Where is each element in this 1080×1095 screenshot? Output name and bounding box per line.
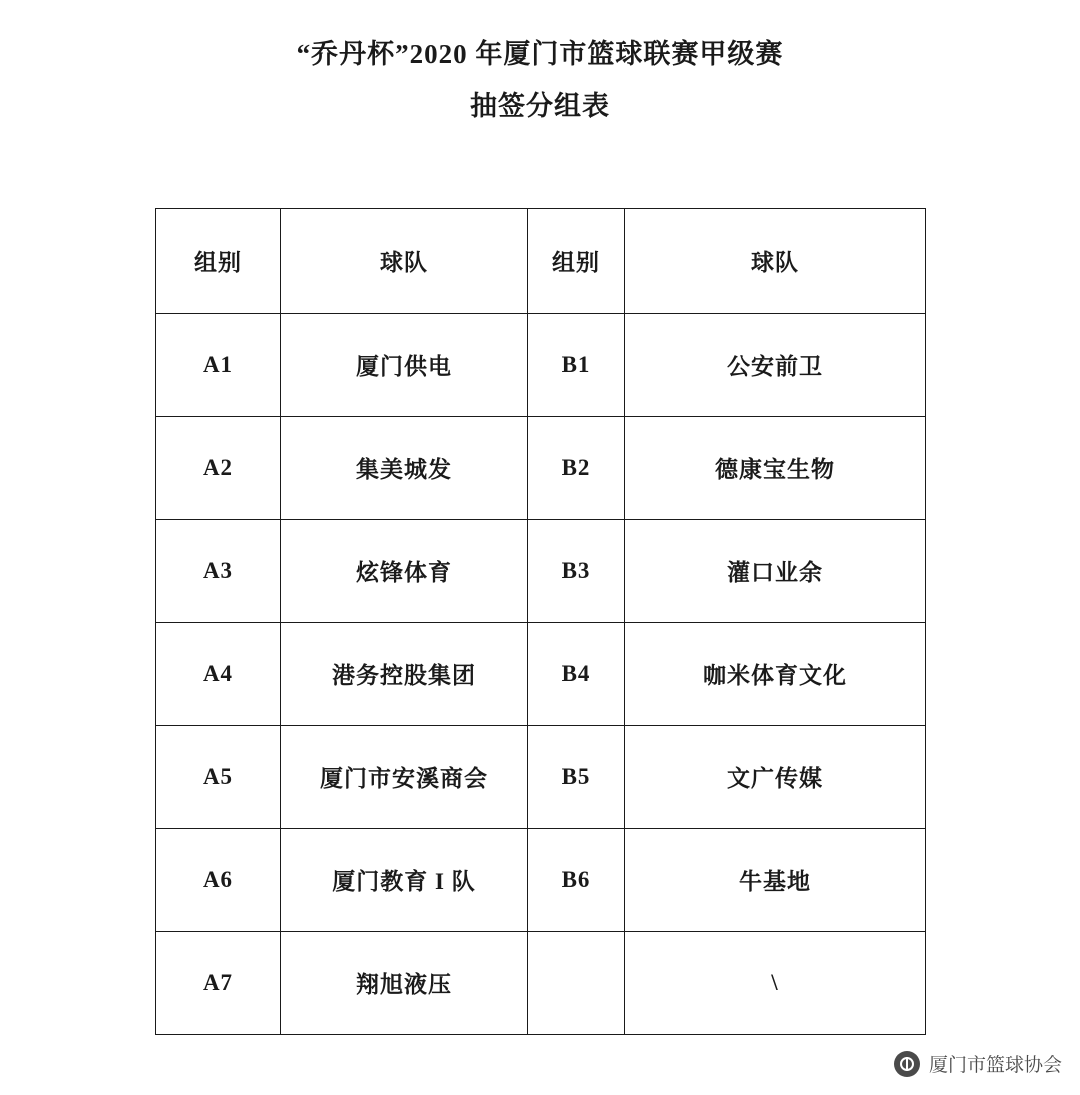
cell-team-a: 厦门教育 I 队: [281, 828, 528, 931]
cell-group-b: B2: [528, 416, 625, 519]
document-header: [0, 38, 1080, 124]
column-header-team-b: 球队: [625, 208, 926, 313]
cell-team-b: 文广传媒: [625, 725, 926, 828]
cell-group-b-empty: [528, 931, 625, 1034]
page-title: “乔丹杯”2020 年厦门市篮球联赛甲级赛: [296, 39, 784, 69]
cell-team-a: 厦门供电: [281, 313, 528, 416]
basketball-icon: [894, 1051, 920, 1077]
watermark: [894, 1050, 1062, 1077]
cell-team-a: 炫锋体育: [281, 519, 528, 622]
cell-group-b: B1: [528, 313, 625, 416]
cell-group-a: A7: [156, 931, 281, 1034]
group-table-container: [155, 208, 925, 1035]
cell-group-b: B6: [528, 828, 625, 931]
column-header-group-a: 组别: [156, 208, 281, 313]
table-header-row: [156, 208, 926, 313]
cell-group-b: B4: [528, 622, 625, 725]
cell-team-a: 港务控股集团: [281, 622, 528, 725]
table-row: [156, 416, 926, 519]
group-draw-table: [155, 208, 926, 1035]
column-header-team-a: 球队: [281, 208, 528, 313]
cell-team-a: 翔旭液压: [281, 931, 528, 1034]
cell-team-a: 厦门市安溪商会: [281, 725, 528, 828]
cell-team-b: 灌口业余: [625, 519, 926, 622]
cell-team-b: 牛基地: [625, 828, 926, 931]
cell-team-b: 德康宝生物: [625, 416, 926, 519]
cell-team-a: 集美城发: [281, 416, 528, 519]
cell-group-a: A2: [156, 416, 281, 519]
table-row: [156, 828, 926, 931]
watermark-label: 厦门市篮球协会: [928, 1055, 1062, 1076]
table-row: [156, 313, 926, 416]
cell-group-a: A3: [156, 519, 281, 622]
table-row: [156, 725, 926, 828]
table-row: [156, 519, 926, 622]
cell-group-a: A1: [156, 313, 281, 416]
cell-group-a: A4: [156, 622, 281, 725]
cell-team-b: 咖米体育文化: [625, 622, 926, 725]
page-subtitle: 抽签分组表: [470, 90, 610, 121]
cell-group-a: A6: [156, 828, 281, 931]
column-header-group-b: 组别: [528, 208, 625, 313]
cell-team-b-placeholder: \: [625, 931, 926, 1034]
table-row: [156, 622, 926, 725]
cell-team-b: 公安前卫: [625, 313, 926, 416]
cell-group-a: A5: [156, 725, 281, 828]
cell-group-b: B3: [528, 519, 625, 622]
table-row: [156, 931, 926, 1034]
cell-group-b: B5: [528, 725, 625, 828]
